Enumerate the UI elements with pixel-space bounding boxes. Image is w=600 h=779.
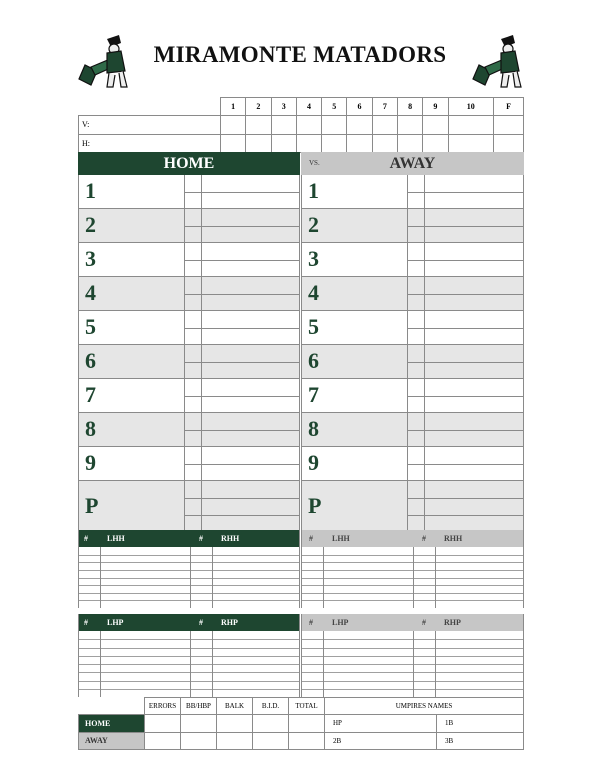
hash-label: # [422,618,426,627]
stat-column-label: B.I.D. [253,698,289,715]
stat-cell[interactable] [253,732,289,749]
stat-cell[interactable] [289,732,325,749]
umpire-1b[interactable]: 1B [437,715,524,732]
lhh-label: LHH [332,534,350,543]
score-cell[interactable] [271,134,296,152]
vs-label: VS. [309,159,320,167]
score-cell[interactable] [397,116,422,134]
lhh-label: LHH [107,534,125,543]
stat-cell[interactable] [289,715,325,732]
substitute-line [407,294,523,295]
stat-column-label: BALK [217,698,253,715]
lineup-divider [184,481,185,531]
inning-label: 1 [221,98,246,116]
umpire-3b[interactable]: 3B [437,732,524,749]
lineup-slot[interactable] [302,481,523,532]
stat-cell[interactable] [145,732,181,749]
substitute-line [184,515,299,516]
substitute-line [184,328,299,329]
lineup-slot[interactable] [79,413,299,447]
lineup-slot[interactable] [302,243,523,277]
page-title: MIRAMONTE MATADORS [153,42,447,67]
substitute-line [407,430,523,431]
score-cell[interactable] [322,134,347,152]
bench-rows[interactable] [302,547,523,608]
lineup-slot-number: 2 [85,212,96,237]
lineup-slot-number: 6 [308,348,319,373]
lineup-slot-number: 3 [308,246,319,271]
score-cell[interactable] [221,134,246,152]
score-cell[interactable] [347,134,372,152]
lineup-slot-number: 2 [308,212,319,237]
rhp-label: RHP [444,618,461,627]
bench-column-divider [323,547,324,608]
lineup-slot[interactable] [302,277,523,311]
score-cell[interactable] [246,116,271,134]
rhp-label: RHP [221,618,238,627]
stat-column-label: ERRORS [145,698,181,715]
bench-row-line [79,570,299,571]
score-cell[interactable] [397,134,422,152]
blank-cell [79,698,145,715]
inning-label: 5 [322,98,347,116]
umpire-hp[interactable]: HP [325,715,437,732]
away-bench-pitchers [301,614,524,697]
bench-row-line [79,593,299,594]
away-bench-hitters [301,530,524,608]
inning-label: 6 [347,98,372,116]
stat-column-label: TOTAL [289,698,325,715]
score-cell[interactable] [322,116,347,134]
score-cell[interactable] [221,116,246,134]
lineup-slot[interactable] [302,413,523,447]
bench-row-line [79,672,299,673]
inning-label: 3 [271,98,296,116]
lineup-divider [407,481,408,531]
visitor-row [79,116,524,134]
bench-column-divider [435,547,436,608]
umpire-2b[interactable]: 2B [325,732,437,749]
away-pitchers-header [302,614,523,631]
inning-label: 9 [423,98,448,116]
lineup-slot-number: 4 [308,280,319,305]
home-bench-hitters [78,530,300,608]
lineup-divider [424,481,425,531]
bench-column-divider [190,631,191,697]
bench-row-line [79,648,299,649]
stat-cell[interactable] [217,732,253,749]
hash-label: # [84,534,88,543]
inning-label: 4 [296,98,321,116]
lineup-slot-number: 5 [308,314,319,339]
lineup-slot[interactable] [302,209,523,243]
line-score-table [78,97,524,153]
lineup-slot[interactable] [302,345,523,379]
hash-label: # [199,534,203,543]
stat-column-label: BB/HBP [181,698,217,715]
lineup-slot-number: P [308,492,322,518]
substitute-line [407,515,523,516]
lineup-slot-number: 1 [85,178,96,203]
lineup-slot-number: P [85,492,99,518]
bench-rows[interactable] [79,547,299,608]
home-lineup [78,175,300,532]
score-cell[interactable] [372,134,397,152]
hash-label: # [309,534,313,543]
bench-column-divider [212,547,213,608]
bench-row-line [79,555,299,556]
score-cell[interactable] [372,116,397,134]
lineup-slot-number: 3 [85,246,96,271]
visitor-label[interactable]: V: [79,116,221,134]
substitute-line [407,192,523,193]
substitute-line [407,464,523,465]
game-stats-table [78,697,524,750]
lineup-divider [201,481,202,531]
score-cell[interactable] [246,134,271,152]
bench-row-line [79,689,299,690]
lineup-slot[interactable] [79,311,299,345]
score-cell[interactable] [296,116,321,134]
score-cell[interactable] [271,116,296,134]
inning-label: 8 [397,98,422,116]
substitute-line [184,396,299,397]
substitute-line [184,260,299,261]
bench-column-divider [190,547,191,608]
bench-rows[interactable] [302,631,523,697]
substitute-line [184,498,299,499]
score-cell[interactable] [494,134,524,152]
bench-column-divider [100,631,101,697]
substitute-line [407,396,523,397]
stat-cell[interactable] [145,715,181,732]
away-hitters-header [302,530,523,547]
lineup-slot[interactable] [79,277,299,311]
substitute-line [184,294,299,295]
inning-label: 2 [246,98,271,116]
lineup-slot-number: 9 [85,450,96,475]
bench-column-divider [323,631,324,697]
bench-row-line [79,664,299,665]
away-lineup [301,175,524,532]
substitute-line [184,362,299,363]
bench-column-divider [100,547,101,608]
hash-label: # [84,618,88,627]
substitute-line [407,328,523,329]
bench-row-line [79,562,299,563]
substitute-line [407,362,523,363]
stats-header-row [79,698,524,715]
umpires-label: UMPIRES NAMES [325,698,524,715]
score-cell[interactable] [448,116,494,134]
home-bench-pitchers [78,614,300,697]
substitute-line [184,226,299,227]
score-cell[interactable] [296,134,321,152]
rhh-label: RHH [221,534,240,543]
substitute-line [184,464,299,465]
lineup-slot-number: 1 [308,178,319,203]
home-header-label: HOME [163,154,215,172]
bench-column-divider [212,631,213,697]
lineup-slot[interactable] [79,379,299,413]
hash-label: # [422,534,426,543]
lhp-label: LHP [332,618,349,627]
bench-column-divider [413,631,414,697]
substitute-line [184,192,299,193]
lineup-slot-number: 7 [85,382,96,407]
lineup-slot[interactable] [302,447,523,481]
lineup-slot-number: 8 [85,416,96,441]
home-lineup-header [78,152,300,175]
bench-row-line [79,656,299,657]
lineup-slot[interactable] [302,175,523,209]
bench-column-divider [413,547,414,608]
lineup-slot[interactable] [79,345,299,379]
home-stats-row [79,715,524,732]
lineup-slot[interactable] [79,175,299,209]
bench-row-line [79,585,299,586]
score-cell[interactable] [347,116,372,134]
lineup-slot-number: 7 [308,382,319,407]
bench-rows[interactable] [79,631,299,697]
lineup-slot[interactable] [79,243,299,277]
lineup-slot[interactable] [79,447,299,481]
substitute-line [184,430,299,431]
substitute-line [407,260,523,261]
inning-label: 7 [372,98,397,116]
bench-column-divider [435,631,436,697]
home-row [79,134,524,152]
home-team-label: HOME [79,715,145,732]
lineup-slot-number: 4 [85,280,96,305]
home-label[interactable]: H: [79,134,221,152]
home-pitchers-header [79,614,299,631]
away-stats-row [79,732,524,749]
score-cell[interactable] [423,116,448,134]
bench-row-line [79,600,299,601]
lineup-slot-number: 8 [308,416,319,441]
lhp-label: LHP [107,618,124,627]
home-hitters-header [79,530,299,547]
lineup-slot[interactable] [79,209,299,243]
lineup-slot[interactable] [79,481,299,532]
blank-cell [79,98,221,116]
lineup-slot[interactable] [302,311,523,345]
lineup-slot-number: 6 [85,348,96,373]
lineup-slot-number: 5 [85,314,96,339]
stat-cell[interactable] [181,732,217,749]
away-header-label: AWAY [389,154,436,172]
away-team-label: AWAY [79,732,145,749]
bench-row-line [79,639,299,640]
lineup-slot-number: 9 [308,450,319,475]
stat-cell[interactable] [253,715,289,732]
hash-label: # [199,618,203,627]
inning-label: 10 [448,98,494,116]
stat-cell[interactable] [181,715,217,732]
rhh-label: RHH [444,534,463,543]
bench-row-line [79,681,299,682]
inning-label: F [494,98,524,116]
bench-row-line [79,578,299,579]
hash-label: # [309,618,313,627]
score-cell[interactable] [423,134,448,152]
lineup-slot[interactable] [302,379,523,413]
stat-cell[interactable] [217,715,253,732]
substitute-line [407,226,523,227]
away-lineup-header [301,152,524,175]
score-cell[interactable] [494,116,524,134]
score-cell[interactable] [448,134,494,152]
substitute-line [407,498,523,499]
innings-header-row [79,98,524,116]
